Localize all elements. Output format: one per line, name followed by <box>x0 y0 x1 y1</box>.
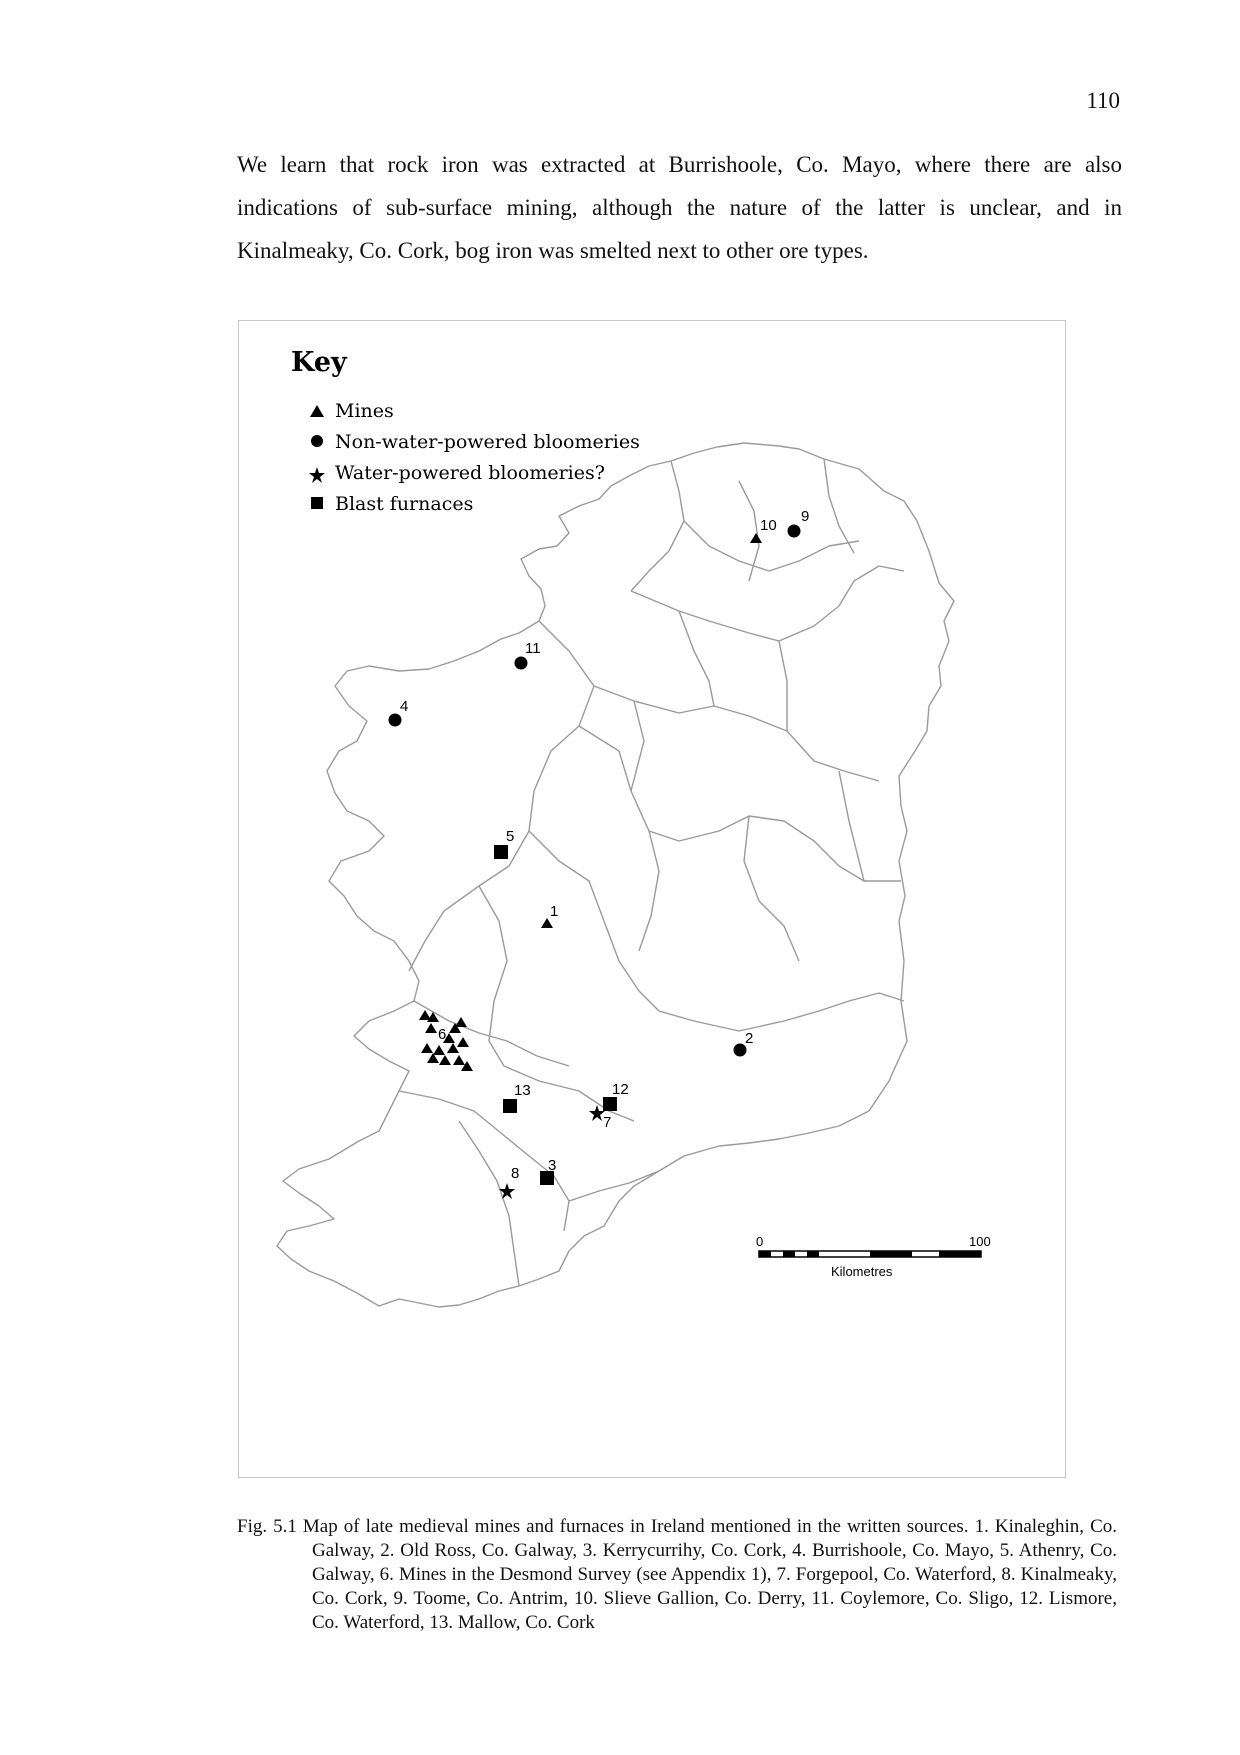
marker-4-circle-icon <box>389 714 402 727</box>
marker-12-label: 12 <box>612 1081 629 1098</box>
marker-3-label: 3 <box>548 1157 557 1174</box>
key-label-bloomeries: Non-water-powered bloomeries <box>335 431 640 453</box>
marker-13-label: 13 <box>514 1082 531 1099</box>
marker-5-square-icon <box>494 845 508 859</box>
key-label-water-bloomeries: Water-powered bloomeries? <box>335 462 605 484</box>
map-markers <box>389 508 810 1199</box>
key-circle-icon <box>311 435 323 447</box>
scale-bar <box>756 1234 991 1279</box>
figure-caption <box>237 1515 1117 1635</box>
key-square-icon <box>311 497 323 509</box>
key-triangle-icon <box>310 405 324 417</box>
marker-9-circle-icon <box>788 525 801 538</box>
marker-1-label: 1 <box>550 903 559 920</box>
ireland-outline <box>277 443 954 1307</box>
marker-8-star-icon <box>499 1183 515 1199</box>
marker-11-label: 11 <box>525 640 541 657</box>
marker-2-label: 2 <box>745 1030 754 1047</box>
key-label-blast-furnaces: Blast furnaces <box>335 493 474 515</box>
marker-9-label: 9 <box>801 508 810 525</box>
marker-6-label: 6 <box>438 1026 447 1043</box>
scale-bar-end-label: 100 <box>969 1234 991 1249</box>
figure-map <box>238 320 1066 1478</box>
key-title: Key <box>291 347 347 378</box>
marker-8-label: 8 <box>511 1165 520 1182</box>
key-label-mines: Mines <box>335 400 394 422</box>
marker-10-label: 10 <box>760 517 777 534</box>
map-svg <box>239 321 1067 1479</box>
body-paragraph: We learn that rock iron was extracted at Burrishoole, Co. Mayo, where there are also indications of sub-surface mining, although the nature of the latter is unclear, and in Kinalmeaky, Co. Cork, bog iron was smelted next to other ore types. <box>237 152 1122 263</box>
marker-4-label: 4 <box>400 698 409 715</box>
marker-12-square-icon <box>603 1097 617 1111</box>
marker-11-circle-icon <box>515 657 528 670</box>
marker-5-label: 5 <box>506 828 515 845</box>
scale-bar-unit: Kilometres <box>831 1264 893 1279</box>
marker-10-triangle-icon <box>750 533 762 543</box>
page-number: 110 <box>1086 88 1120 113</box>
caption-text: Fig. 5.1 Map of late medieval mines and furnaces in Ireland mentioned in the written sources. 1. Kinaleghin, Co. Galway, 2. Old Ross, Co. Galway, 3. Kerrycurrihy, Co. Cork, 4. Burrishoole, Co. Mayo, 5. Athenry, Co. Galway, 6. Mines in the Desmond Survey (see Appendix 1), 7. Forgepool, Co. Waterford, 8. Kinalmeaky, Co. Cork, 9. Toome, Co. Antrim, 10. Slieve Gallion, Co. Derry, 11. Coylemore, Co. Sligo, 12. Lismore, Co. Waterford, 13. Mallow, Co. Cork <box>237 1516 1117 1633</box>
marker-13-square-icon <box>503 1099 517 1113</box>
marker-7-label: 7 <box>603 1114 612 1131</box>
key-star-icon <box>309 467 325 483</box>
scale-bar-start-label: 0 <box>756 1234 764 1249</box>
